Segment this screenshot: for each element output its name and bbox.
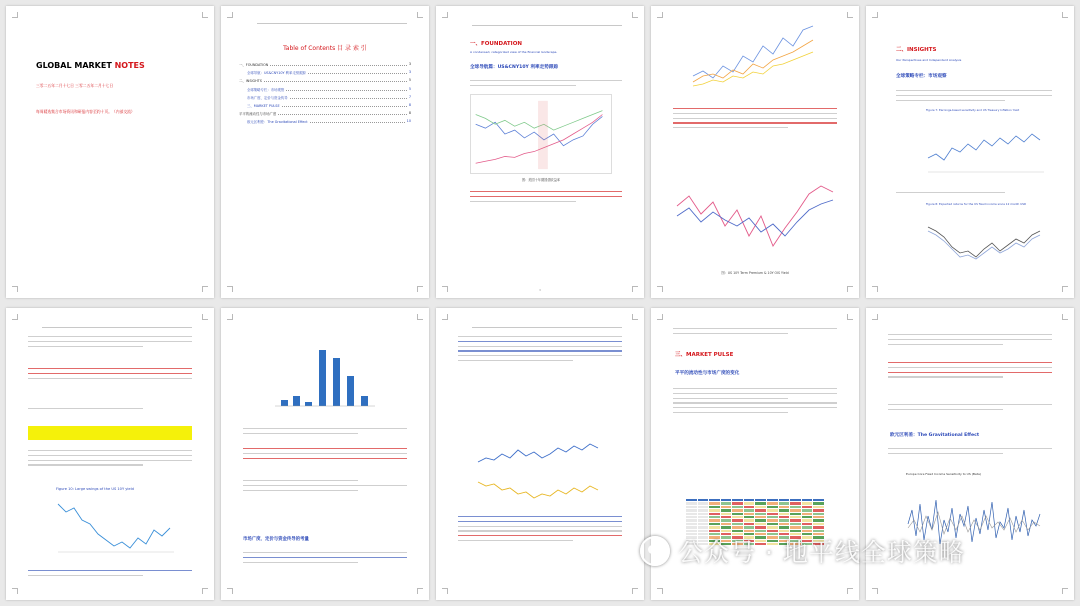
toc-entry[interactable] [239,62,411,67]
series-blue-line [677,200,833,236]
series-yellow-line [478,482,598,498]
chart-bar-distribution [271,324,381,414]
watermark-text: 公众号 · 地平线全球策略 [678,538,965,567]
toc-entry-label: 二、INSIGHTS [239,79,262,84]
toc-entry[interactable] [239,119,411,124]
bar-6 [347,376,354,406]
toc-leader-dots [286,87,407,91]
cover-date-line: 三零二五年二月十七日 三零二五年二月十七日 [36,83,114,88]
cover-title [36,61,145,70]
page-thumbnail-3[interactable] [436,6,644,298]
subsection-heading: 市场广度、定价与资金传导的考量 [243,537,309,542]
subsection-heading: 全球导航篇：US&CNY10Y 利率走势跟踪 [470,65,559,70]
toc-entry[interactable] [239,95,411,100]
toc-entry-label: 平平的流动性与市场广度 [239,112,277,117]
running-header [472,20,622,26]
toc-entry-page: 8 [408,102,411,107]
body-text [28,570,192,580]
section-subtitle: Our Perspectives and Independent Analysis [896,58,962,62]
chart-term-premium-svg [673,166,837,266]
wechat-icon [640,536,670,566]
series-red-line [677,186,833,246]
body-text [243,448,407,462]
body-text [28,450,192,469]
body-text [243,552,407,566]
series-blue-line [693,26,813,78]
toc-entry-label: 欧元区利差：The Gravitational Effect [247,120,308,125]
chart-blue-series [476,436,606,470]
section-intro: A condensed, categorized view of the financial landscape. [470,50,558,54]
toc-leader-dots [282,103,407,107]
bar-7 [361,396,368,406]
toc-entry-page: 3 [408,62,411,66]
chart-blue-series-svg [476,436,606,470]
body-text [673,388,837,417]
body-text [673,328,837,338]
chart-bar-distribution-svg [271,324,381,414]
toc-entry-label: 全球策略专栏：市场观察 [247,87,285,92]
section-title-foundation: 一、FOUNDATION [470,41,522,47]
page-thumbnail-5[interactable] [866,6,1074,298]
toc-entry-label: 市场广度、定价与资金传导 [247,95,288,100]
page-thumbnail-8[interactable] [436,308,644,600]
series-blue-line [928,134,1040,160]
highlight-band [538,101,548,169]
chart-us-10y-swings [56,494,176,556]
body-text [243,480,407,494]
page-thumbnail-2[interactable] [221,6,429,298]
chart-us-10y-swings-svg [56,494,176,556]
toc-leader-dots [270,62,407,66]
chart-yellow-series-svg [476,472,606,506]
toc-leader-dots [308,70,407,74]
toc-entry-label: 三、MARKET PULSE [247,103,280,108]
figure-title-7: Figure 7: Earnings-based sensitivity and US Treasury Inflation Yield [926,108,1020,112]
series-light-line [928,231,1040,259]
series-blue-line [478,444,598,462]
body-text [673,108,837,132]
subsection-heading: 欧元区利差：The Gravitational Effect [890,433,980,438]
toc-entry-label: 一、FOUNDATION [239,63,269,67]
chart-figure-7-svg [926,118,1046,176]
bar-2 [293,396,300,406]
body-text [888,334,1052,348]
toc-leader-dots [310,119,405,123]
bar-4 [319,350,326,406]
body-text [896,90,1052,104]
chart-figure-7 [926,118,1046,176]
body-text [243,428,407,438]
running-header [472,322,622,328]
toc-entry-page: 3 [408,70,411,75]
toc-entry-page: 5 [408,78,411,83]
cover-title-black: GLOBAL MARKET [36,61,112,70]
toc-title: Table of Contents 目 录 索 引 [283,45,367,52]
toc-entry-page: 7 [408,94,411,99]
chart-figure-8-svg [926,213,1046,268]
body-text [888,404,1052,414]
chart-term-premium [673,166,837,266]
body-text [888,362,1052,381]
body-text [458,516,622,545]
chart-yellow-series [476,472,606,506]
chart-rates-overlay-svg [691,16,821,94]
page-thumbnail-7[interactable] [221,308,429,600]
body-text [458,336,622,365]
toc-entry[interactable] [239,87,411,92]
toc-entry[interactable] [239,111,411,116]
body-text [888,448,1052,458]
figure-caption-2: 图：US 10Y Term Premium & 10Y OIS Yield [721,271,789,275]
toc-entry[interactable] [239,78,411,83]
toc-leader-dots [278,111,407,115]
subsection-heading: 平平的流动性与市场广度的变化 [675,371,740,376]
watermark [640,534,965,568]
toc-entry-label: 全球导航：US&CNY10Y 利率走势跟踪 [247,71,307,76]
toc-entry-page: 5 [408,86,411,91]
chart-figure-8 [926,213,1046,268]
body-text [28,336,192,350]
highlighted-text [28,426,192,440]
series-orange-line [693,40,813,82]
series-blue-line [58,504,170,548]
page-thumbnail-grid [6,6,1074,600]
body-text [470,191,622,205]
figure-caption [691,98,821,102]
section-title-market-pulse: 三、MARKET PULSE [675,352,734,358]
chart-rates-overlay [691,16,821,94]
page-thumbnail-6[interactable] [6,308,214,600]
section-title-insights: 二、INSIGHTS [896,47,937,53]
chart-us-10y-yield [470,94,612,174]
bar-5 [333,358,340,406]
body-text [470,80,622,90]
bar-3 [305,402,312,406]
chart-us-10y-yield-svg [471,95,611,173]
toc-list [239,62,411,128]
subsection-heading: 全球策略专栏：市场观察 [896,74,947,79]
toc-entry-page: 8 [408,111,411,116]
figure-caption-1: 图：美国十年期国债收益率 [521,178,561,182]
toc-entry[interactable] [239,103,411,108]
figure-title-10: Figure 10: Large swings of the US 10Y yield [56,487,134,491]
body-text [28,368,192,382]
page-thumbnail-1[interactable] [6,6,214,298]
running-header [42,322,192,328]
body-text [28,408,192,413]
cover-description: 每周精选集合市场资讯和研报内容至约十页。（内部交流） [36,109,135,114]
toc-leader-dots [290,95,407,99]
toc-leader-dots [264,78,407,82]
cover-title-red: NOTES [114,61,145,70]
figure-title: Europe Core Fixed Income Sensitivity to US (Beta) [906,472,981,476]
page-number: 3 [539,288,541,292]
page-thumbnail-4[interactable] [651,6,859,298]
figure-title-8: Figure 8: Expected returns for the US fixed income since 12 month USD [926,202,1027,206]
toc-entry[interactable] [239,70,411,75]
toc-entry-page: 10 [406,119,411,124]
bar-1 [281,400,288,406]
body-text [896,192,1052,197]
series-yellow-line [693,52,813,86]
running-header [257,18,407,24]
